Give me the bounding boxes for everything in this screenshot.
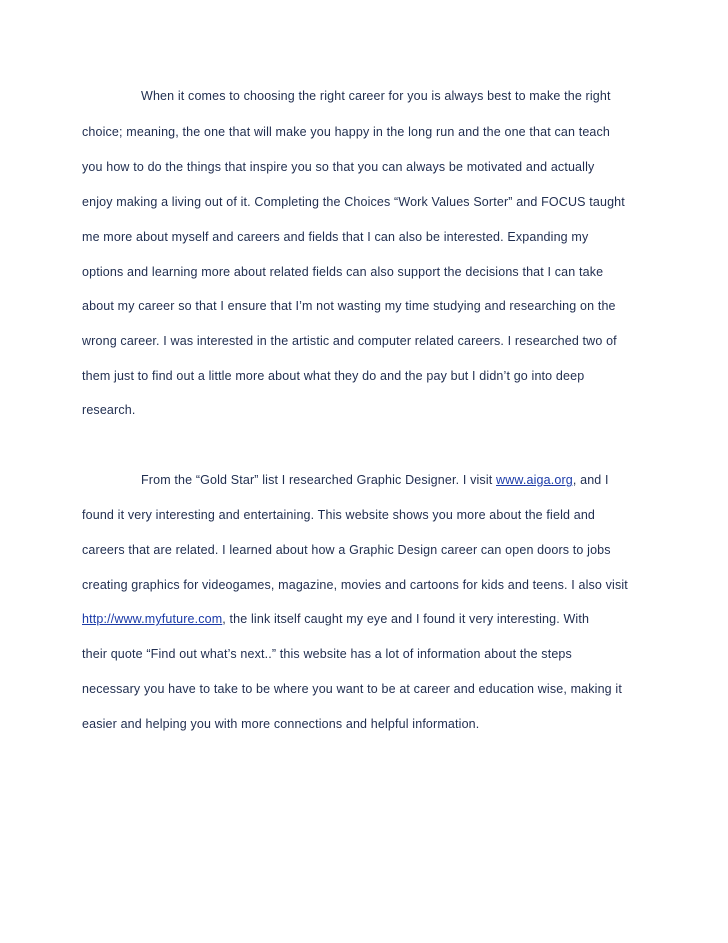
paragraph-2-line-1-text: From the “Gold Star” list I researched Graphic Designer. I visit — [141, 473, 497, 487]
paragraph-1-line-7: about my career so that I ensure that I’m not wasting my time studying and researching on the — [82, 299, 616, 313]
paragraph-1-line-10: research. — [82, 403, 136, 417]
paragraph-2-line-4: creating graphics for videogames, magazine, movies and cartoons for kids and teens. I also visit — [82, 578, 628, 592]
paragraph-2-line-5-text: , the link itself caught my eye and I found it very interesting. With — [222, 612, 590, 626]
paragraph-1-line-5: me more about myself and careers and fields that I can also be interested. Expanding my — [82, 230, 589, 244]
paragraph-2-line-5 — [82, 611, 589, 627]
paragraph-1-line-8: wrong career. I was interested in the artistic and computer related careers. I researched two of — [82, 334, 617, 348]
paragraph-1-line-1: When it comes to choosing the right career for you is always best to make the right — [141, 89, 611, 103]
paragraph-1-line-4: enjoy making a living out of it. Completing the Choices “Work Values Sorter” and FOCUS taught — [82, 195, 625, 209]
paragraph-2-line-6: their quote “Find out what’s next..” this website has a lot of information about the steps — [82, 647, 572, 661]
paragraph-2-line-7: necessary you have to take to be where you want to be at career and education wise, making it — [82, 682, 622, 696]
paragraph-1-line-3: you how to do the things that inspire you so that you can always be motivated and actually — [82, 160, 595, 174]
paragraph-2-line-1 — [141, 472, 609, 488]
paragraph-2-line-8: easier and helping you with more connections and helpful information. — [82, 717, 480, 731]
paragraph-2-line-1-tail: , and I — [572, 473, 609, 487]
paragraph-1-line-9: them just to find out a little more about what they do and the pay but I didn’t go into deep — [82, 369, 585, 383]
paragraph-1-line-6: options and learning more about related fields can also support the decisions that I can take — [82, 265, 604, 279]
myfuture-link[interactable]: http://www.myfuture.com — [82, 612, 223, 626]
paragraph-2-line-3: careers that are related. I learned about how a Graphic Design career can open doors to jobs — [82, 543, 611, 557]
aiga-link[interactable]: www.aiga.org — [496, 473, 573, 487]
paragraph-2-line-2: found it very interesting and entertaining. This website shows you more about the field and — [82, 508, 596, 522]
paragraph-1-line-2: choice; meaning, the one that will make you happy in the long run and the one that can teach — [82, 125, 611, 139]
